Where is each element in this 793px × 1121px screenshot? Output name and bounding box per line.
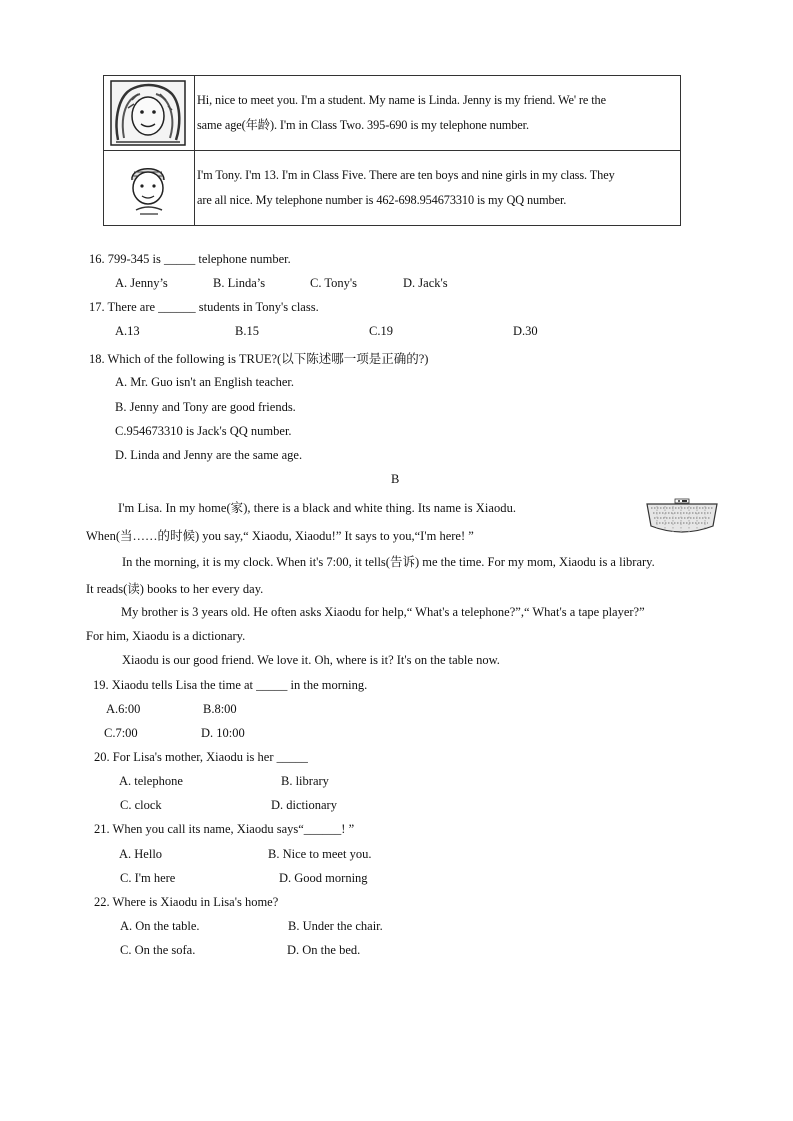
q19-option-b[interactable]: B.8:00 — [203, 702, 237, 716]
q19-option-a[interactable]: A.6:00 — [106, 702, 141, 716]
tony-portrait-image — [118, 158, 178, 218]
q19-stem: 19. Xiaodu tells Lisa the time at _____ in the morning. — [93, 678, 368, 692]
q21-stem: 21. When you call its name, Xiaodu says“______! ” — [94, 822, 355, 836]
linda-description — [195, 76, 681, 151]
q20-option-a[interactable]: A. telephone — [119, 774, 183, 788]
q18-option-c[interactable]: C.954673310 is Jack's QQ number. — [115, 424, 292, 438]
q17-option-b[interactable]: B.15 — [235, 324, 259, 338]
section-b-heading: B — [391, 472, 400, 486]
q16-option-a[interactable]: A. Jenny’s — [115, 276, 168, 290]
tony-text-line1: I'm Tony. I'm 13. I'm in Class Five. There are ten boys and nine girls in my class. They — [197, 168, 615, 182]
q21-option-c[interactable]: C. I'm here — [120, 871, 176, 885]
q17-option-c[interactable]: C.19 — [369, 324, 393, 338]
q18-stem: 18. Which of the following is TRUE?(以下陈述哪一项是正确的?) — [89, 352, 429, 366]
tony-text-line2: are all nice. My telephone number is 462-698.954673310 is my QQ number. — [197, 193, 567, 207]
q20-option-d[interactable]: D. dictionary — [271, 798, 337, 812]
q22-option-c[interactable]: C. On the sofa. — [120, 943, 196, 957]
q17-option-a[interactable]: A.13 — [115, 324, 140, 338]
passage-p1-line1: I'm Lisa. In my home(家), there is a black and white thing. Its name is Xiaodu. — [118, 501, 517, 515]
q16-option-c[interactable]: C. Tony's — [310, 276, 357, 290]
xiaodu-speaker-image — [645, 498, 719, 538]
q20-stem: 20. For Lisa's mother, Xiaodu is her _____ — [94, 750, 308, 764]
q21-option-d[interactable]: D. Good morning — [279, 871, 368, 885]
q20-option-c[interactable]: C. clock — [120, 798, 162, 812]
q22-option-d[interactable]: D. On the bed. — [287, 943, 361, 957]
q18-option-b[interactable]: B. Jenny and Tony are good friends. — [115, 400, 296, 414]
q16-option-b[interactable]: B. Linda’s — [213, 276, 266, 290]
linda-text-line2: same age(年龄). I'm in Class Two. 395-690 is my telephone number. — [197, 118, 529, 132]
passage-p3-line2: For him, Xiaodu is a dictionary. — [86, 629, 246, 643]
q20-option-b[interactable]: B. library — [281, 774, 329, 788]
passage-p3-line1: My brother is 3 years old. He often asks Xiaodu for help,“ What's a telephone?”,“ What's a tape player?” — [121, 605, 645, 619]
q16-option-d[interactable]: D. Jack's — [403, 276, 448, 290]
q17-option-d[interactable]: D.30 — [513, 324, 538, 338]
passage-p4: Xiaodu is our good friend. We love it. Oh, where is it? It's on the table now. — [122, 653, 500, 667]
linda-text-line1: Hi, nice to meet you. I'm a student. My name is Linda. Jenny is my friend. We' re the — [197, 93, 606, 107]
q22-option-b[interactable]: B. Under the chair. — [288, 919, 383, 933]
q18-option-a[interactable]: A. Mr. Guo isn't an English teacher. — [115, 375, 294, 389]
linda-photo-cell — [104, 76, 195, 151]
tony-photo-cell — [104, 151, 195, 226]
q17-stem: 17. There are ______ students in Tony's class. — [89, 300, 319, 314]
tony-description — [195, 151, 681, 226]
q21-option-b[interactable]: B. Nice to meet you. — [268, 847, 372, 861]
passage-p2-line1: In the morning, it is my clock. When it's 7:00, it tells(告诉) me the time. For my mom, Xiaodu is a library. — [122, 555, 655, 569]
q19-option-d[interactable]: D. 10:00 — [201, 726, 245, 740]
passage-p2-line2: It reads(读) books to her every day. — [86, 582, 264, 596]
q19-option-c[interactable]: C.7:00 — [104, 726, 138, 740]
q22-option-a[interactable]: A. On the table. — [120, 919, 200, 933]
passage-p1-line2: When(当……的时候) you say,“ Xiaodu, Xiaodu!” It says to you,“I'm here! ” — [86, 529, 474, 543]
q22-stem: 22. Where is Xiaodu in Lisa's home? — [94, 895, 279, 909]
profiles-table — [103, 75, 681, 226]
profile-row-linda — [104, 76, 681, 151]
linda-portrait-image — [110, 80, 186, 146]
q18-option-d[interactable]: D. Linda and Jenny are the same age. — [115, 448, 303, 462]
profile-row-tony — [104, 151, 681, 226]
q21-option-a[interactable]: A. Hello — [119, 847, 163, 861]
q16-stem: 16. 799-345 is _____ telephone number. — [89, 252, 291, 266]
